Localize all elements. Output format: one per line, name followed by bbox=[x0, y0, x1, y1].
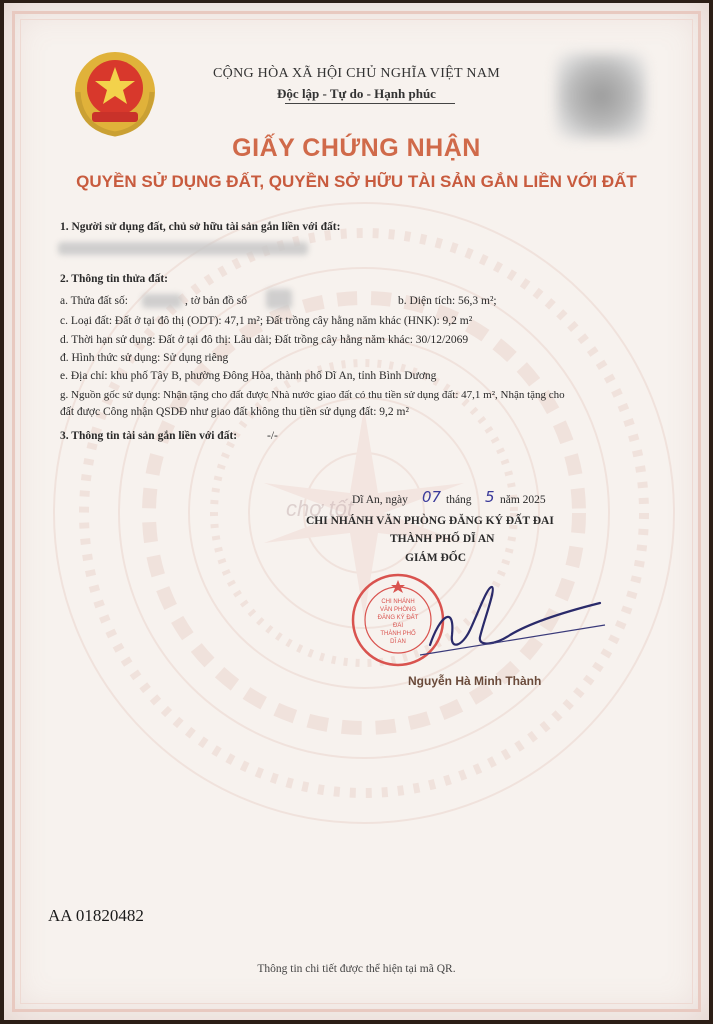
motto-underline bbox=[285, 103, 455, 104]
signer-name: Nguyễn Hà Minh Thành bbox=[408, 674, 542, 688]
handwritten-signature bbox=[400, 575, 610, 675]
seal-line-5: DĨ AN bbox=[390, 639, 406, 645]
address-text: e. Địa chỉ: khu phố Tây B, phường Đông Hòa, thành phố Dĩ An, tỉnh Bình Dương bbox=[60, 370, 437, 382]
signer-position: GIÁM ĐỐC bbox=[405, 552, 467, 564]
signing-month: 5 bbox=[485, 488, 495, 506]
issuing-office-line-1: CHI NHÁNH VĂN PHÒNG ĐĂNG KÝ ĐẤT ĐAI bbox=[306, 515, 554, 527]
land-type-text: c. Loại đất: Đất ở tại đô thị (ODT): 47,1 m²; Đất trồng cây hằng năm khác (HNK): 9,2 m² bbox=[60, 315, 473, 327]
certificate-subtitle: QUYỀN SỬ DỤNG ĐẤT, QUYỀN SỞ HỮU TÀI SẢN GẮN LIỀN VỚI ĐẤT bbox=[76, 172, 637, 191]
seal-line-2: VĂN PHÒNG bbox=[379, 607, 416, 613]
seal-line-4: THÀNH PHỐ bbox=[380, 631, 416, 637]
usage-form-text: đ. Hình thức sử dụng: Sử dụng riêng bbox=[60, 352, 229, 364]
issuing-office-line-2: THÀNH PHỐ DĨ AN bbox=[390, 533, 495, 545]
usage-term-text: d. Thời hạn sử dụng: Đất ở tại đô thị: Lâu dài; Đất trồng cây hằng năm khác: 30/12/2069 bbox=[60, 334, 469, 346]
signing-place-label: Dĩ An, ngày bbox=[352, 494, 408, 506]
national-motto: Độc lập - Tự do - Hạnh phúc bbox=[277, 86, 436, 101]
bronze-drum-background-pattern bbox=[44, 193, 684, 833]
chotot-watermark: chợ tốt bbox=[286, 496, 354, 521]
lot-number-label: a. Thửa đất số: bbox=[60, 295, 128, 307]
signing-year-label: năm 2025 bbox=[500, 494, 546, 506]
qr-footer-note: Thông tin chi tiết được thể hiện tại mã QR. bbox=[257, 963, 456, 975]
seal-line-1: CHI NHÁNH bbox=[381, 599, 415, 605]
certificate-serial-number: AA 01820482 bbox=[48, 906, 144, 925]
map-sheet-redacted bbox=[266, 289, 292, 309]
seal-line-3: ĐĂNG KÝ ĐẤT ĐAI bbox=[377, 615, 419, 629]
section-1-heading: 1. Người sử dụng đất, chủ sở hữu tài sản gắn liền với đất: bbox=[60, 221, 341, 233]
origin-text-line-2: đất được Công nhận QSDĐ như giao đất không thu tiền sử dụng đất: 9,2 m² bbox=[60, 406, 409, 418]
certificate-title: GIẤY CHỨNG NHẬN bbox=[232, 134, 481, 162]
signing-day: 07 bbox=[422, 488, 442, 506]
owner-name-redacted bbox=[58, 242, 308, 255]
origin-text-line-1: g. Nguồn gốc sử dụng: Nhận tặng cho đất được Nhà nước giao đất có thu tiền sử dụng đất: 47,1 m², Nhận tặng cho bbox=[60, 389, 565, 401]
section-2-heading: 2. Thông tin thửa đất: bbox=[60, 273, 168, 285]
country-name: CỘNG HÒA XÃ HỘI CHỦ NGHĨA VIỆT NAM bbox=[213, 66, 500, 81]
lot-number-redacted bbox=[142, 294, 182, 308]
section-3-heading: 3. Thông tin tài sản gắn liền với đất: bbox=[60, 430, 238, 442]
section-3-value: -/- bbox=[267, 430, 278, 442]
signing-month-label: tháng bbox=[446, 494, 472, 506]
map-sheet-label: , tờ bản đồ số bbox=[185, 295, 247, 307]
area-text: b. Diện tích: 56,3 m²; bbox=[398, 295, 497, 307]
